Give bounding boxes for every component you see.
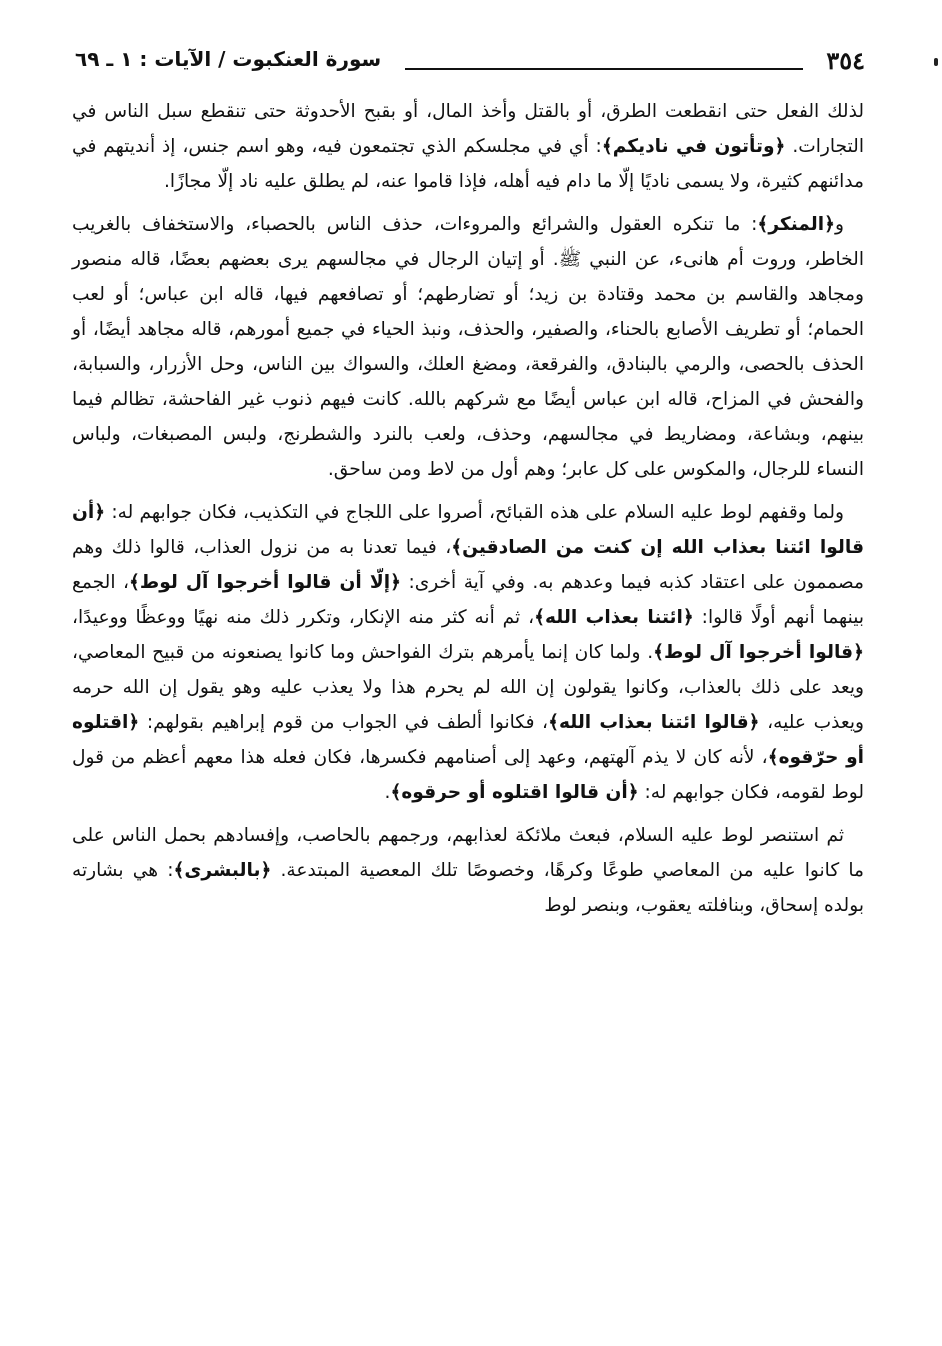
paragraph (72, 818, 864, 923)
quran-quote: ﴿إلّا أن قالوا أخرجوا آل لوط﴾ (128, 572, 401, 593)
quran-quote: ﴿قالوا ائتنا بعذاب الله﴾ (548, 712, 760, 733)
page-edge-mark (934, 58, 938, 66)
paragraph (72, 207, 864, 487)
quran-quote: ﴿المنكر﴾ (757, 214, 836, 235)
quran-quote: ﴿ائتنا بعذاب الله﴾ (534, 607, 694, 628)
surah-title: سورة العنكبوت / الآيات : ١ ـ ٦٩ (75, 47, 382, 71)
text-run: و (835, 214, 844, 235)
text-run: : أي في مجلسكم الذي تجتمعون فيه، وهو اسم جنس، إذ أنديتهم في مدائنهم كثيرة، ولا يسمى ناديًا إلّا ما دام فيه أهله، فإذا قاموا عنه، لم يطلق عليه ناد إلّا مجازًا. (72, 136, 864, 192)
quran-quote: ﴿وتأتون في ناديكم﴾ (601, 136, 786, 157)
page-number: ٣٥٤ (826, 46, 865, 75)
text-run: ، ثم أنه كثر منه الإنكار، وتكرر ذلك منه نهيًا ووعظًا ووعيدًا، (72, 607, 535, 628)
quran-quote: ﴿بالبشرى﴾ (173, 860, 272, 881)
commentary-text (72, 94, 864, 931)
text-run: ولما وقفهم لوط عليه السلام على هذه القبائح، أصروا على اللجاج في التكذيب، فكان جوابهم له: (105, 502, 844, 523)
quran-quote: ﴿قالوا أخرجوا آل لوط﴾ (653, 642, 864, 663)
text-run: . ولما كان إنما يأمرهم بترك الفواحش وما كانوا يصنعونه من قبيح المعاصي، ويعد على ذلك بالعذاب، وكانوا يقولون إن الله لم يحرم هذا ولا يعذب عليه وهو يقول إن الله حرمه ويعذب عليه، (72, 642, 864, 733)
paragraph (72, 94, 864, 199)
text-run: . (384, 782, 391, 803)
quran-quote: ﴿أن قالوا ائتنا بعذاب الله إن كنت من الصادقين﴾ (72, 502, 864, 558)
text-run: لذلك الفعل حتى انقطعت الطرق، أو بالقتل وأخذ المال، أو بقبح الأحدوثة حتى تنقطع سبل الناس في التجارات. (72, 101, 864, 157)
text-run: : ما تنكره العقول والشرائع والمروءات، حذف الناس بالحصباء، والاستخفاف بالغريب الخاطر، وروت أم هانىء، عن النبي ﷺ. أو إتيان الرجال في مجالسهم يرى بعضهم بعضًا، قاله منصور ومجاهد والقاسم بن محمد وقتادة بن زيد؛ أو تضارطهم؛ أو تصافعهم فيها، قاله ابن عباس؛ أو لعب الحمام؛ أو تطريف الأصابع بالحناء، والصفير، والحذف، ونبذ الحياء في جميع أمورهم، قاله مجاهد أيضًا، أو الحذف بالحصى، والرمي بالبنادق، والفرقعة، ومضغ العلك، والسواك بين الناس، وحل الأزرار، والسبابة، والفحش في المزاح، قاله ابن عباس أيضًا مع شركهم بالله. كانت فيهم ذنوب غير الفاحشة، تظالم فيما بينهم، وبشاعة، ومضاريط في مجالسهم، وحذف، ولعب بالنرد والشطرنج، ولبس المصبغات، ولباس النساء للرجال، والمكوس على كل عابر؛ وهم أول من لاط ومن ساحق. (72, 214, 864, 480)
header-rule (405, 68, 803, 70)
text-run: ، لأنه كان لا يذم آلهتهم، وعهد إلى أصنامهم فكسرها، فكان فعله هذا معهم أعظم من قول لوط لقومه، فكان جوابهم له: (72, 747, 864, 803)
page-header (75, 46, 865, 86)
text-run: ثم استنصر لوط عليه السلام، فبعث ملائكة لعذابهم، ورجمهم بالحاصب، وإفسادهم بحمل الناس على ما كانوا عليه من المعاصي طوعًا وكرهًا، وخصوصًا تلك المعصية المبتدعة. (72, 825, 864, 881)
quran-quote: ﴿اقتلوه أو حرّقوه﴾ (72, 712, 864, 768)
paragraph (72, 495, 864, 810)
text-run: : هي بشارته بولده إسحاق، وبنافلته يعقوب، وبنصر لوط (72, 860, 864, 916)
quran-quote: ﴿أن قالوا اقتلوه أو حرقوه﴾ (390, 782, 639, 803)
text-run: ، فكانوا ألطف في الجواب من قوم إبراهيم بقولهم: (139, 712, 549, 733)
text-run: ، الجمع بينهما أنهم أولًا قالوا: (72, 572, 864, 628)
text-run: ، فيما تعدنا به من نزول العذاب، قالوا ذلك وهم مصممون على اعتقاد كذبه فيما وعدهم به. وفي آية أخرى: (72, 537, 864, 593)
